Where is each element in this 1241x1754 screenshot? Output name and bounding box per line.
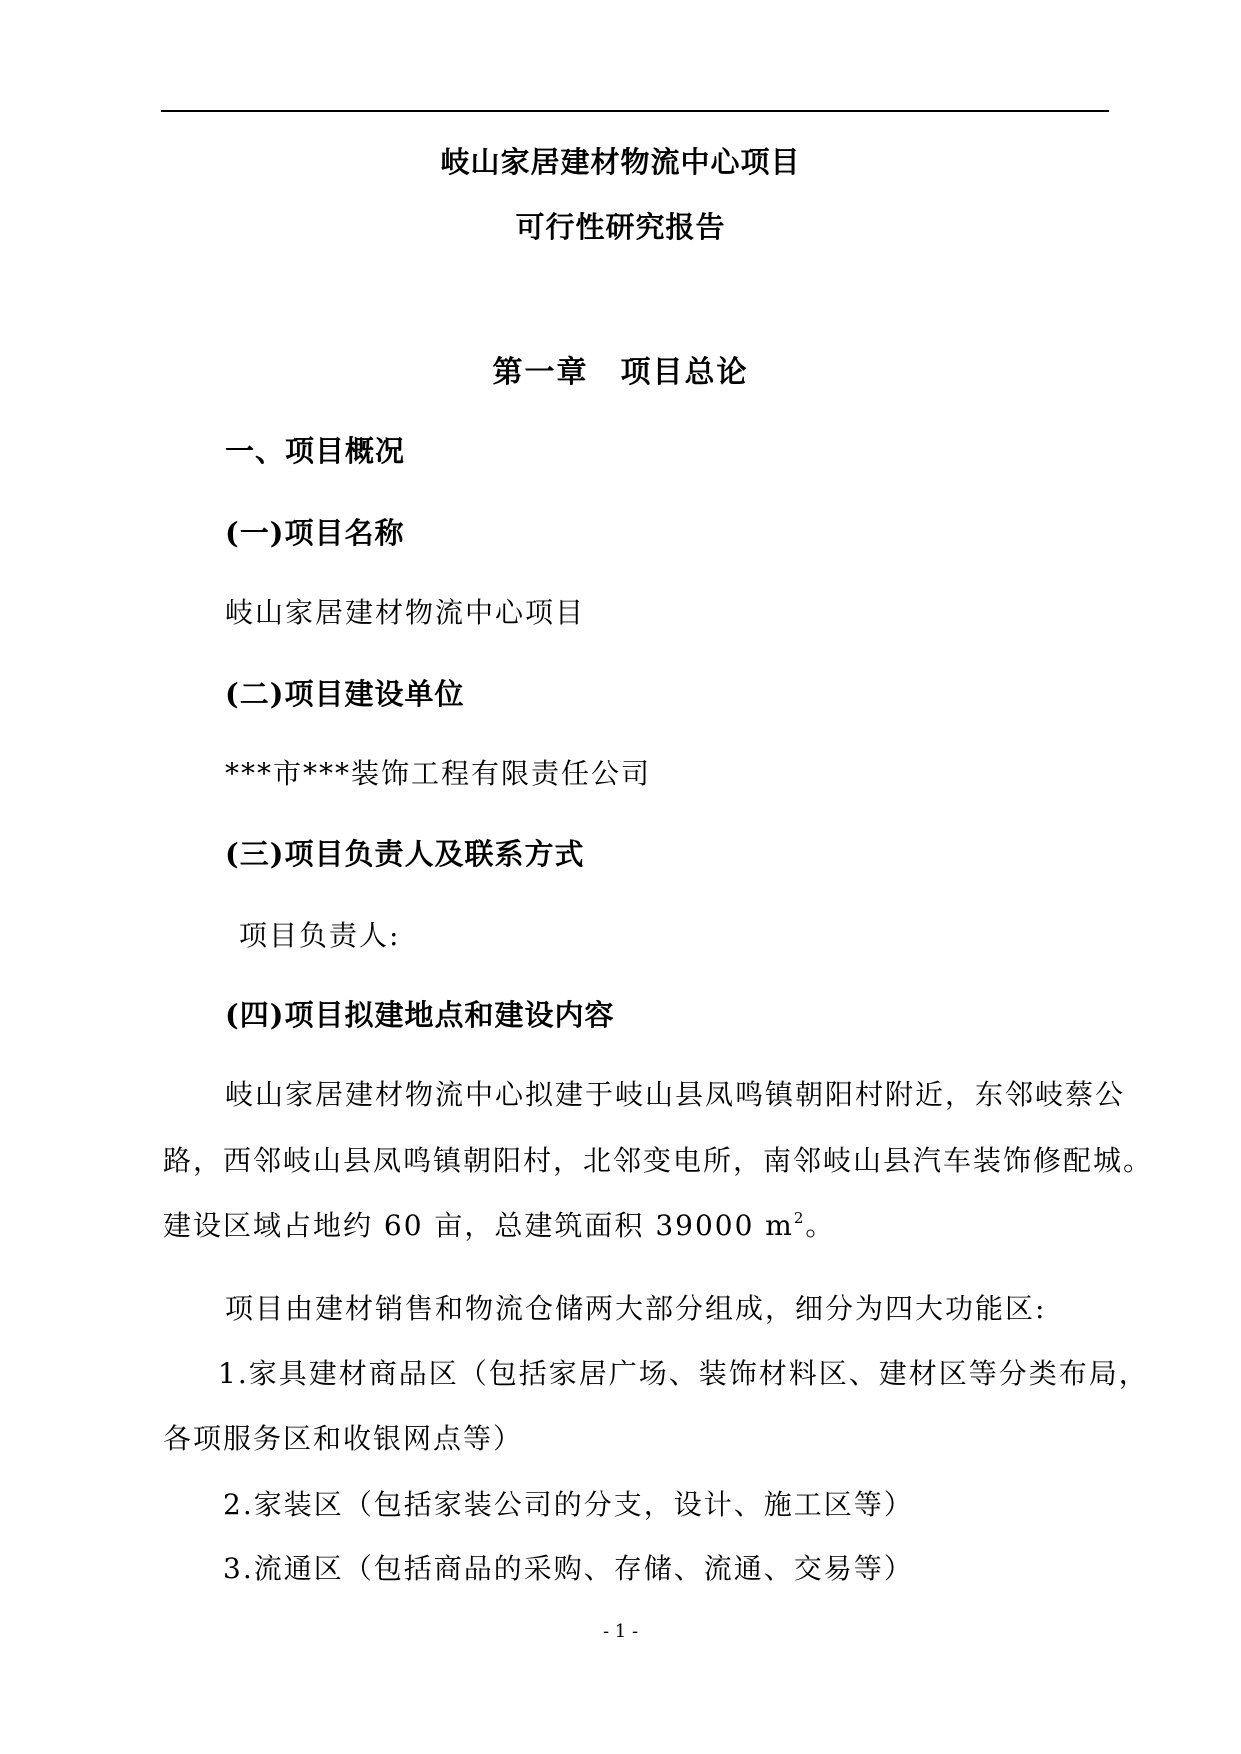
project-lead-text: 项目负责人: [239, 919, 401, 952]
composition-paragraph: 项目由建材销售和物流仓储两大部分组成，细分为四大功能区: [225, 1292, 1047, 1325]
page-number: - 1 - [602, 1621, 639, 1642]
paragraph-line: 路，西邻岐山县凤鸣镇朝阳村，北邻变电所，南邻岐山县汽车装饰修配城。 [163, 1144, 1154, 1177]
document-subtitle: 可行性研究报告 [515, 210, 726, 244]
list-item-1: 1.家具建材商品区（包括家居广场、装饰材料区、建材区等分类布局， [218, 1357, 1149, 1390]
subsection-heading-3: (三)项目负责人及联系方式 [225, 837, 585, 871]
project-name-text: 岐山家居建材物流中心项目 [225, 596, 586, 629]
chapter-heading: 第一章 项目总论 [492, 355, 749, 390]
list-item-2: 2.家装区（包括家装公司的分支，设计、施工区等） [223, 1488, 914, 1521]
list-item-3: 3.流通区（包括商品的采购、存储、流通、交易等） [223, 1552, 914, 1585]
builder-unit-text: ***市***装饰工程有限责任公司 [225, 757, 652, 790]
area-text: 建设区域占地约 60 亩，总建筑面积 39000 m [163, 1209, 794, 1242]
period-mark: 。 [805, 1209, 836, 1242]
paragraph-line: 岐山家居建材物流中心拟建于岐山县凤鸣镇朝阳村附近，东邻岐蔡公 [225, 1078, 1126, 1111]
subsection-heading-4: (四)项目拟建地点和建设内容 [225, 998, 615, 1032]
subsection-heading-1: (一)项目名称 [225, 516, 405, 550]
subsection-heading-2: (二)项目建设单位 [225, 677, 465, 711]
header-rule [161, 110, 1109, 112]
section-heading: 一、项目概况 [225, 434, 406, 468]
document-title: 岐山家居建材物流中心项目 [440, 145, 801, 179]
paragraph-line [163, 1209, 836, 1242]
list-item-1-continued: 各项服务区和收银网点等） [163, 1422, 524, 1455]
superscript-two: 2 [793, 1209, 806, 1227]
